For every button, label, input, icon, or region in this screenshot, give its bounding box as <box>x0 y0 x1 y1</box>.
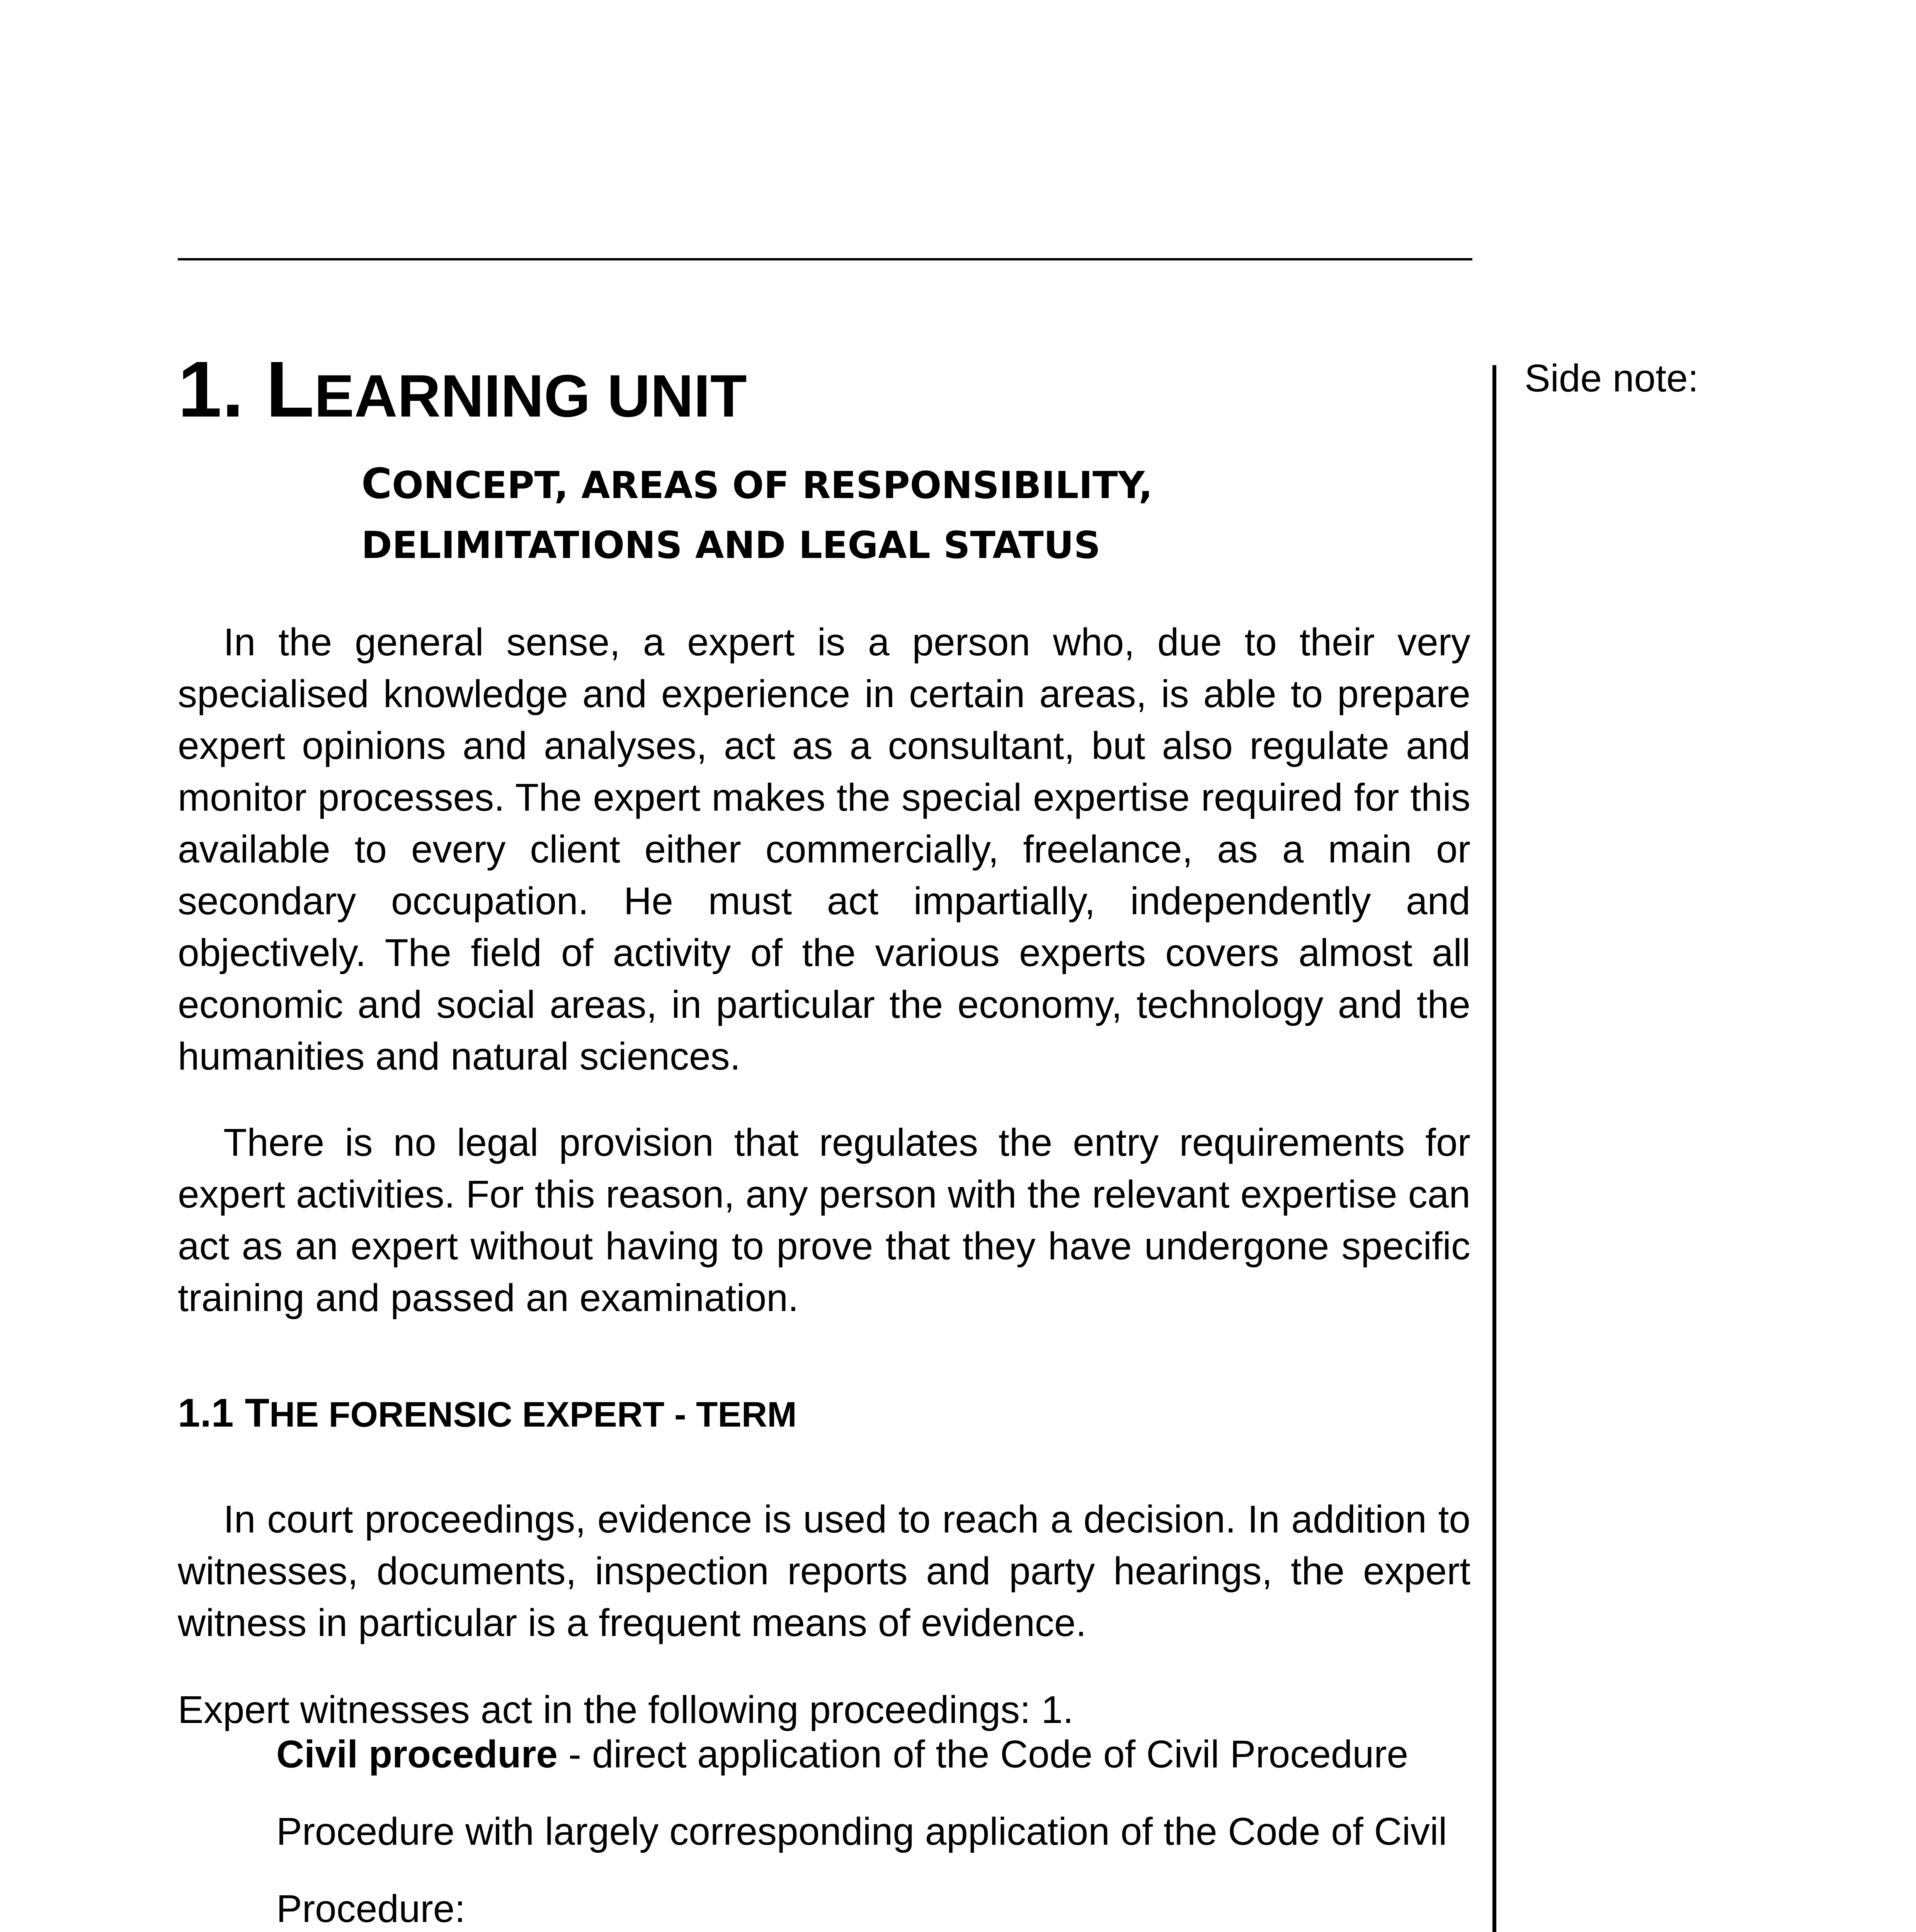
subheading-line-1 <box>361 454 1153 515</box>
paragraph-expert-definition: In the general sense, a expert is a person who, due to their very specialised knowledge and experience in certain areas, is able to prepare expert opinions and analyses, act as a consultant, but also regulate and monitor processes. The expert makes the special expertise required for this available to every client either commercially, freelance, as a main or secondary occupation. He must act impartially, independently and objectively. The field of activity of the various experts covers almost all economic and social areas, in particular the economy, technology and the humanities and natural sciences. <box>178 621 1470 1078</box>
proceedings-intro: Expert witnesses act in the following proceedings: 1. <box>178 1688 1074 1731</box>
civil-procedure-label: Civil procedure <box>276 1733 558 1776</box>
procedure-line-2: Procedure: <box>276 1887 466 1930</box>
procedure-line-1: Procedure with largely corresponding application of the Code of Civil <box>276 1810 1447 1853</box>
subheading-line-1-text: ONCEPT, AREAS OF RESPONSIBILITY, <box>392 464 1153 507</box>
margin-rule <box>1492 365 1496 1932</box>
section-number: 1.1 T <box>178 1391 269 1435</box>
subheading-line-2: DELIMITATIONS AND LEGAL STATUS <box>361 524 1101 567</box>
heading-number: 1. L <box>178 345 315 434</box>
unit-subheading <box>361 454 1153 575</box>
civil-procedure-text: - direct application of the Code of Civil Procedure <box>557 1733 1409 1776</box>
paragraph-entry-requirements: There is no legal provision that regulates the entry requirements for expert activities. For this reason, any person with the relevant expertise can act as an expert without having to prove that they have undergone specific training and passed an examination. <box>178 1121 1470 1320</box>
learning-unit-heading <box>178 345 747 434</box>
paragraph-court-proceedings: In court proceedings, evidence is used to reach a decision. In addition to witnesses, documents, inspection reports and party hearings, the expert witness in particular is a frequent means of evidence. <box>178 1498 1470 1645</box>
section-title: HE FORENSIC EXPERT - TERM <box>269 1395 797 1434</box>
civil-procedure-line <box>276 1735 1408 1774</box>
side-note-label: Side note: <box>1525 357 1699 400</box>
header-rule <box>178 258 1472 260</box>
subheading-line-1-cap: C <box>361 460 392 508</box>
heading-text: EARNING UNIT <box>314 362 747 429</box>
section-heading <box>178 1393 797 1433</box>
